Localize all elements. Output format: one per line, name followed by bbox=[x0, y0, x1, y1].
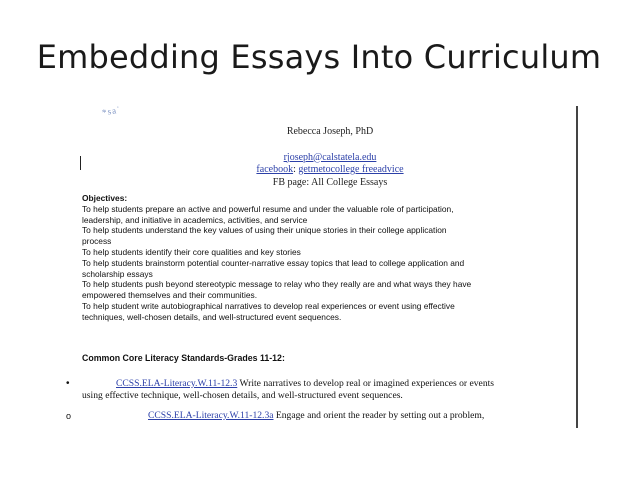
standard-item bbox=[82, 378, 562, 402]
bullet-marker: • bbox=[66, 378, 70, 389]
objective-line: leadership, and initiative in academics, activities, and service bbox=[82, 214, 308, 225]
text-cursor-mark bbox=[80, 156, 81, 170]
objective-line: To help student write autobiographical narratives to develop real experiences or event using effective bbox=[82, 300, 455, 311]
fb-page-line: FB page: All College Essays bbox=[272, 176, 388, 188]
standard-text: Engage and orient the reader by setting out a problem, bbox=[273, 410, 485, 421]
objectives-heading: Objectives: bbox=[82, 193, 128, 203]
document-edge bbox=[576, 106, 578, 428]
objective-line: scholarship essays bbox=[82, 268, 153, 279]
objective-line: To help students understand the key values of using their unique stories in their college application bbox=[82, 225, 447, 236]
objective-line: To help students prepare an active and powerful resume and under the valuable role of participation, bbox=[82, 203, 454, 214]
author-email: rjoseph@calstatela.edu bbox=[283, 151, 377, 163]
objective-line: To help students brainstorm potential counter-narrative essay topics that lead to college application and bbox=[82, 257, 465, 268]
standard-line: using effective technique, well-chosen details, and well-structured event sequences. bbox=[82, 390, 403, 401]
stamp-mark: *saʿ bbox=[101, 104, 122, 118]
facebook-line: facebook: getmetocollege freeadvice bbox=[256, 164, 404, 175]
standard-item bbox=[82, 410, 562, 422]
author-name: Rebecca Joseph, PhD bbox=[286, 126, 374, 137]
document-header bbox=[200, 126, 460, 189]
standard-line bbox=[82, 378, 562, 390]
standard-text: Write narratives to develop real or imagined experiences or events bbox=[237, 378, 495, 389]
standards-heading: Common Core Literacy Standards-Grades 11-12: bbox=[82, 353, 285, 363]
objectives-block bbox=[82, 193, 562, 323]
objective-line: To help students identify their core qualities and key stories bbox=[82, 246, 301, 257]
standard-code: CCSS.ELA-Literacy.W.11-12.3 bbox=[116, 378, 238, 389]
standard-code: CCSS.ELA-Literacy.W.11-12.3a bbox=[148, 410, 274, 421]
slide-title: Embedding Essays Into Curriculum bbox=[36, 38, 602, 76]
standard-line bbox=[82, 410, 562, 422]
objective-line: techniques, well-chosen details, and well-structured event sequences. bbox=[82, 311, 342, 322]
facebook-link: getmetocollege freeadvice bbox=[298, 164, 404, 175]
objective-line: To help students push beyond stereotypic message to relay who they really are and what ways they have bbox=[82, 279, 472, 290]
sub-bullet-marker: o bbox=[66, 411, 72, 421]
objective-line: empowered themselves and their communities. bbox=[82, 290, 258, 301]
facebook-label: facebook bbox=[256, 164, 294, 175]
objective-line: process bbox=[82, 236, 112, 247]
